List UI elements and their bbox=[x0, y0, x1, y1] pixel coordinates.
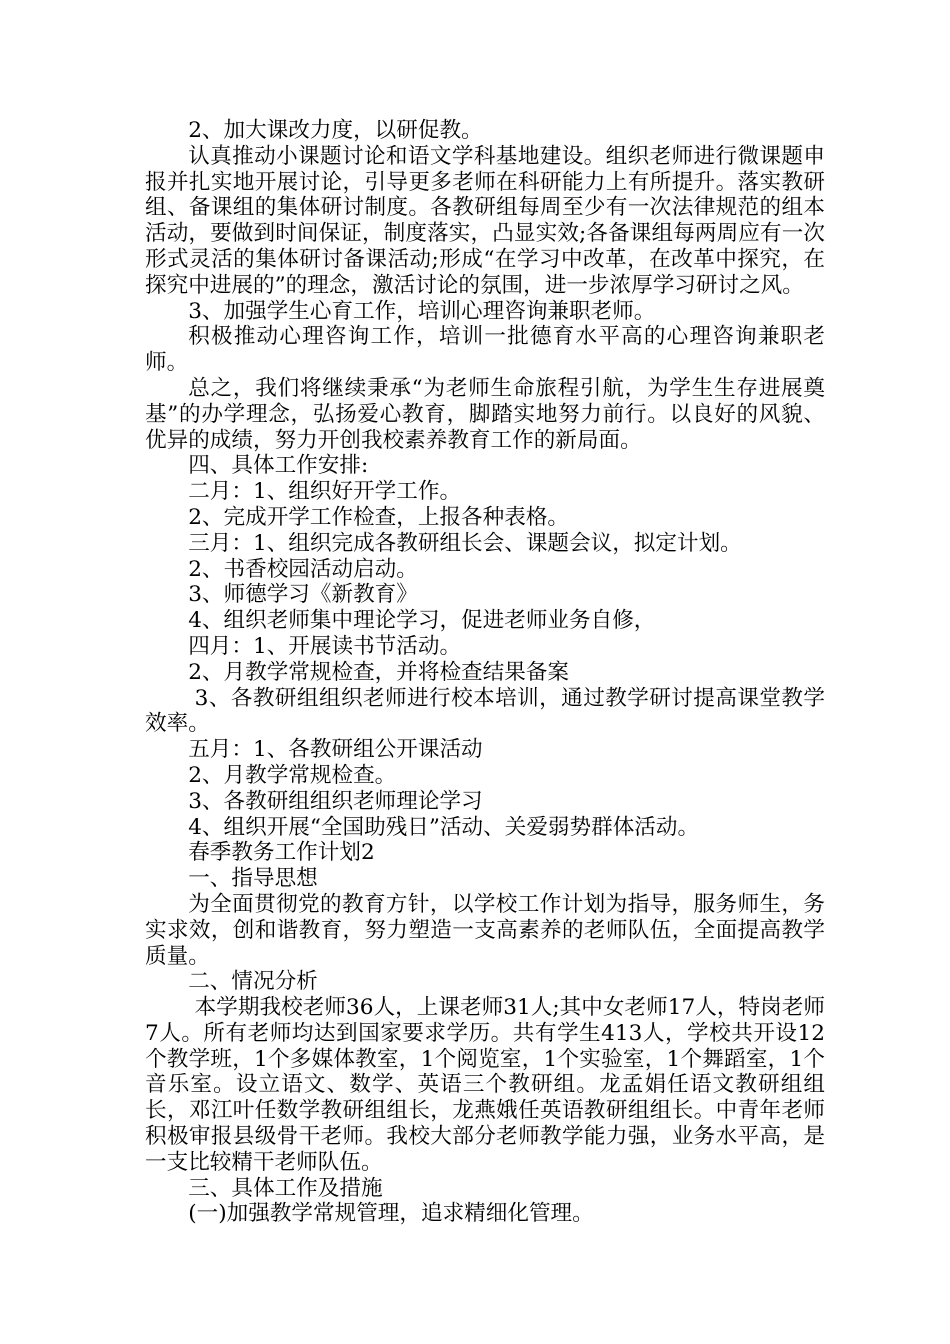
paragraph: 积极推动心理咨询工作，培训一批德育水平高的心理咨询兼职老师。 bbox=[145, 324, 825, 376]
section-heading: 一、指导思想 bbox=[188, 866, 318, 892]
list-item: 3、各教研组组织老师理论学习 bbox=[188, 788, 483, 814]
document-body bbox=[145, 118, 825, 1227]
list-item: 五月：1、各教研组公开课活动 bbox=[188, 737, 483, 763]
paragraph: 总之，我们将继续秉承“为老师生命旅程引航，为学生生存进展奠基”的办学理念，弘扬爱心教育，脚踏实地努力前行。以良好的风貌、优异的成绩，努力开创我校素养教育工作的新局面。 bbox=[145, 375, 825, 453]
list-item: 四月：1、开展读书节活动。 bbox=[188, 633, 462, 659]
paragraph: 2、加大课改力度，以研促教。 bbox=[188, 118, 483, 143]
paragraph: 本学期我校老师36人，上课老师31人;其中女老师17人，特岗老师7人。所有老师均达到国家要求学历。共有学生413人，学校共开设12个教学班，1个多媒体教室，1个阅览室，1个实验室，1个舞蹈室，1个音乐室。设立语文、数学、英语三个教研组。龙孟娟任语文教研组组长，邓江叶任数学教研组组长，龙燕娥任英语教研组组长。中青年老师积极审报县级骨干老师。我校大部分老师教学能力强，业务水平高，是一支比较精干老师队伍。 bbox=[145, 995, 825, 1175]
paragraph: 3、加强学生心育工作，培训心理咨询兼职老师。 bbox=[188, 298, 656, 324]
section-heading: 三、具体工作及措施 bbox=[188, 1175, 383, 1201]
list-item: 二月：1、组织好开学工作。 bbox=[188, 479, 462, 505]
paragraph: 为全面贯彻党的教育方针，以学校工作计划为指导，服务师生，务实求效，创和谐教育，努力塑造一支高素养的老师队伍，全面提高教学质量。 bbox=[145, 891, 825, 969]
subsection-heading: (一)加强教学常规管理，追求精细化管理。 bbox=[188, 1201, 594, 1227]
list-item: 三月：1、组织完成各教研组长会、课题会议，拟定计划。 bbox=[188, 530, 742, 556]
list-item: 2、月教学常规检查，并将检查结果备案 bbox=[188, 659, 570, 685]
list-item: 2、月教学常规检查。 bbox=[188, 762, 397, 788]
list-item: 3、各教研组组织老师进行校本培训，通过教学研讨提高课堂教学效率。 bbox=[145, 685, 825, 737]
list-item: 2、完成开学工作检查，上报各种表格。 bbox=[188, 504, 570, 530]
list-item: 3、师德学习《新教育》 bbox=[188, 582, 418, 608]
document-title: 春季教务工作计划2 bbox=[188, 840, 375, 866]
paragraph: 认真推动小课题讨论和语文学科基地建设。组织老师进行微课题申报并扎实地开展讨论，引导更多老师在科研能力上有所提升。落实教研组、备课组的集体研讨制度。各教研组每周至少有一次法律规范的组本活动，要做到时间保证，制度落实，凸显实效;各备课组每两周应有一次形式灵活的集体研讨备课活动;形成“在学习中改革，在改革中探究，在探究中进展的”的理念，激活讨论的氛围，进一步浓厚学习研讨之风。 bbox=[145, 143, 825, 298]
list-item: 4、组织开展“全国助残日”活动、关爱弱势群体活动。 bbox=[188, 814, 700, 840]
list-item: 4、组织老师集中理论学习，促进老师业务自修， bbox=[188, 608, 656, 634]
list-item: 2、书香校园活动启动。 bbox=[188, 556, 418, 582]
section-heading: 四、具体工作安排: bbox=[188, 453, 369, 479]
section-heading: 二、情况分析 bbox=[188, 969, 318, 995]
